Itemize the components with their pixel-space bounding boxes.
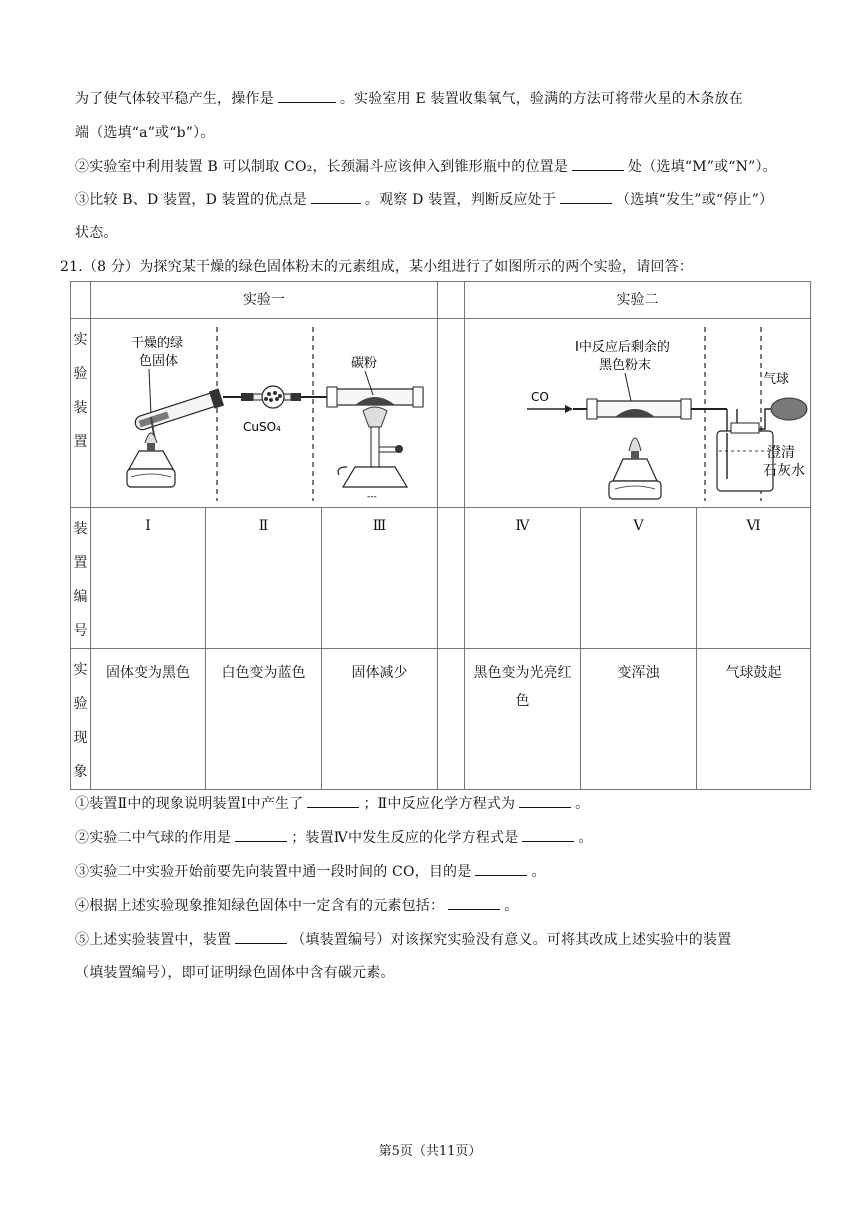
label-carbon-powder: 碳粉 <box>351 356 378 371</box>
text: 端（选填“a”或“b”）。 <box>75 125 215 141</box>
device-id-6: Ⅵ <box>697 508 811 649</box>
answer-blank[interactable] <box>572 158 624 171</box>
phenomenon-5: 变浑浊 <box>581 649 697 790</box>
text: 处（选填“M”或“N”）。 <box>628 159 777 175</box>
text: ③比较 B、D 装置，D 装置的优点是 <box>75 192 307 208</box>
gap-cell <box>438 508 465 649</box>
text: 实验现象 <box>73 662 88 780</box>
text: ④根据上述实验现象推知绿色固体中一定含有的元素包括： <box>75 898 445 914</box>
apparatus-1-diagram <box>91 319 437 503</box>
label-limewater-2: 石灰水 <box>763 463 806 479</box>
svg-text:---: --- <box>367 492 377 502</box>
experiment-2-apparatus-figure <box>465 319 811 508</box>
answer-blank[interactable] <box>235 931 287 944</box>
text: 为了使气体较平稳产生，操作是 <box>75 91 274 107</box>
text: 。 <box>575 796 590 812</box>
experiment-1-header: 实验一 <box>91 282 438 319</box>
text: 21.（8 分）为探究某干燥的绿色固体粉末的元素组成，某小组进行了如图所示的两个实验，请回答： <box>60 259 694 275</box>
balloon-icon <box>771 398 807 420</box>
alcohol-lamp-icon <box>127 433 175 487</box>
paragraph-line-2 <box>75 122 215 142</box>
text: ⑤上述实验装置中，装置 <box>75 932 232 948</box>
text: 。 <box>531 864 546 880</box>
gap-cell <box>438 649 465 790</box>
device-id-5: Ⅴ <box>581 508 697 649</box>
answer-blank[interactable] <box>235 829 287 842</box>
text: 。 <box>578 830 593 846</box>
subquestion-1 <box>75 793 589 813</box>
header-empty <box>71 282 91 319</box>
paragraph-line-1 <box>75 88 743 108</box>
burner-icon <box>338 407 407 502</box>
device-id-2: Ⅱ <box>206 508 322 649</box>
cuso4-drying-tube-icon <box>253 386 301 408</box>
row-label-apparatus <box>71 319 91 508</box>
label-cuso4: CuSO₄ <box>243 420 281 434</box>
experiment-1-apparatus-figure <box>91 319 438 508</box>
text: 装置编号 <box>73 521 88 639</box>
paragraph-line-3 <box>75 156 777 176</box>
paragraph-line-4 <box>75 189 773 209</box>
page-footer: 第5页（共11页） <box>378 1144 482 1159</box>
text: （填装置编号），即可证明绿色固体中含有碳元素。 <box>75 965 395 981</box>
leader-line <box>149 369 151 415</box>
text: 。实验室用 E 装置收集氧气，验满的方法可将带火星的木条放在 <box>339 91 743 107</box>
apparatus-2-diagram <box>465 319 811 503</box>
reduction-tube-icon <box>587 399 691 419</box>
label-dry-green-solid-1: 干燥的绿 <box>131 336 184 351</box>
text: ②实验二中气球的作用是 <box>75 830 232 846</box>
phenomenon-1: 固体变为黑色 <box>91 649 206 790</box>
gap-cell <box>438 319 465 508</box>
row-label-ids <box>71 508 91 649</box>
text: 。 <box>504 898 519 914</box>
answer-blank[interactable] <box>311 191 361 204</box>
paragraph-line-5 <box>75 222 118 242</box>
answer-blank[interactable] <box>522 829 574 842</box>
phenomenon-4: 黑色变为光亮红色 <box>465 649 581 790</box>
leader-line <box>625 373 631 401</box>
text: ①装置Ⅱ中的现象说明装置Ⅰ中产生了 <box>75 796 304 812</box>
label-black-powder-1: Ⅰ中反应后剩余的 <box>575 340 670 355</box>
text: （选填“发生”或“停止”） <box>616 192 774 208</box>
device-id-4: Ⅳ <box>465 508 581 649</box>
label-co: CO <box>531 390 549 404</box>
text: （填装置编号）对该探究实验没有意义。可将其改成上述实验中的装置 <box>291 932 732 948</box>
answer-blank[interactable] <box>475 863 527 876</box>
phenomenon-3: 固体减少 <box>322 649 438 790</box>
text: 。观察 D 装置，判断反应处于 <box>364 192 557 208</box>
gap-cell <box>438 282 465 319</box>
label-balloon: 气球 <box>763 372 790 387</box>
device-id-3: Ⅲ <box>322 508 438 649</box>
subquestion-4 <box>75 895 518 915</box>
question-21-title <box>60 256 693 276</box>
answer-blank[interactable] <box>278 90 336 103</box>
answer-blank[interactable] <box>519 795 571 808</box>
label-limewater-1: 澄清 <box>767 445 796 461</box>
text: ；Ⅱ中反应化学方程式为 <box>363 796 516 812</box>
answer-blank[interactable] <box>448 897 500 910</box>
text: ②实验室中利用装置 B 可以制取 CO₂，长颈漏斗应该伸入到锥形瓶中的位置是 <box>75 159 569 175</box>
device-id-1: Ⅰ <box>91 508 206 649</box>
text: ③实验二中实验开始前要先向装置中通一段时间的 CO，目的是 <box>75 864 472 880</box>
phenomenon-6: 气球鼓起 <box>697 649 811 790</box>
answer-blank[interactable] <box>307 795 359 808</box>
experiment-2-header: 实验二 <box>465 282 811 319</box>
subquestion-5-continued <box>75 962 395 982</box>
subquestion-2 <box>75 827 593 847</box>
phenomenon-2: 白色变为蓝色 <box>206 649 322 790</box>
text: 状态。 <box>75 225 118 241</box>
alcohol-lamp-icon <box>609 438 661 499</box>
experiment-table <box>70 281 811 790</box>
row-label-phenomena <box>71 649 91 790</box>
test-tube-icon <box>133 388 224 433</box>
subquestion-5 <box>75 929 731 949</box>
answer-blank[interactable] <box>560 191 612 204</box>
text: 实验装置 <box>73 332 88 450</box>
text: ；装置Ⅳ中发生反应的化学方程式是 <box>291 830 519 846</box>
subquestion-3 <box>75 861 546 881</box>
label-dry-green-solid-2: 色固体 <box>139 354 179 369</box>
label-black-powder-2: 黑色粉末 <box>599 358 652 373</box>
combustion-tube-icon <box>327 387 423 407</box>
